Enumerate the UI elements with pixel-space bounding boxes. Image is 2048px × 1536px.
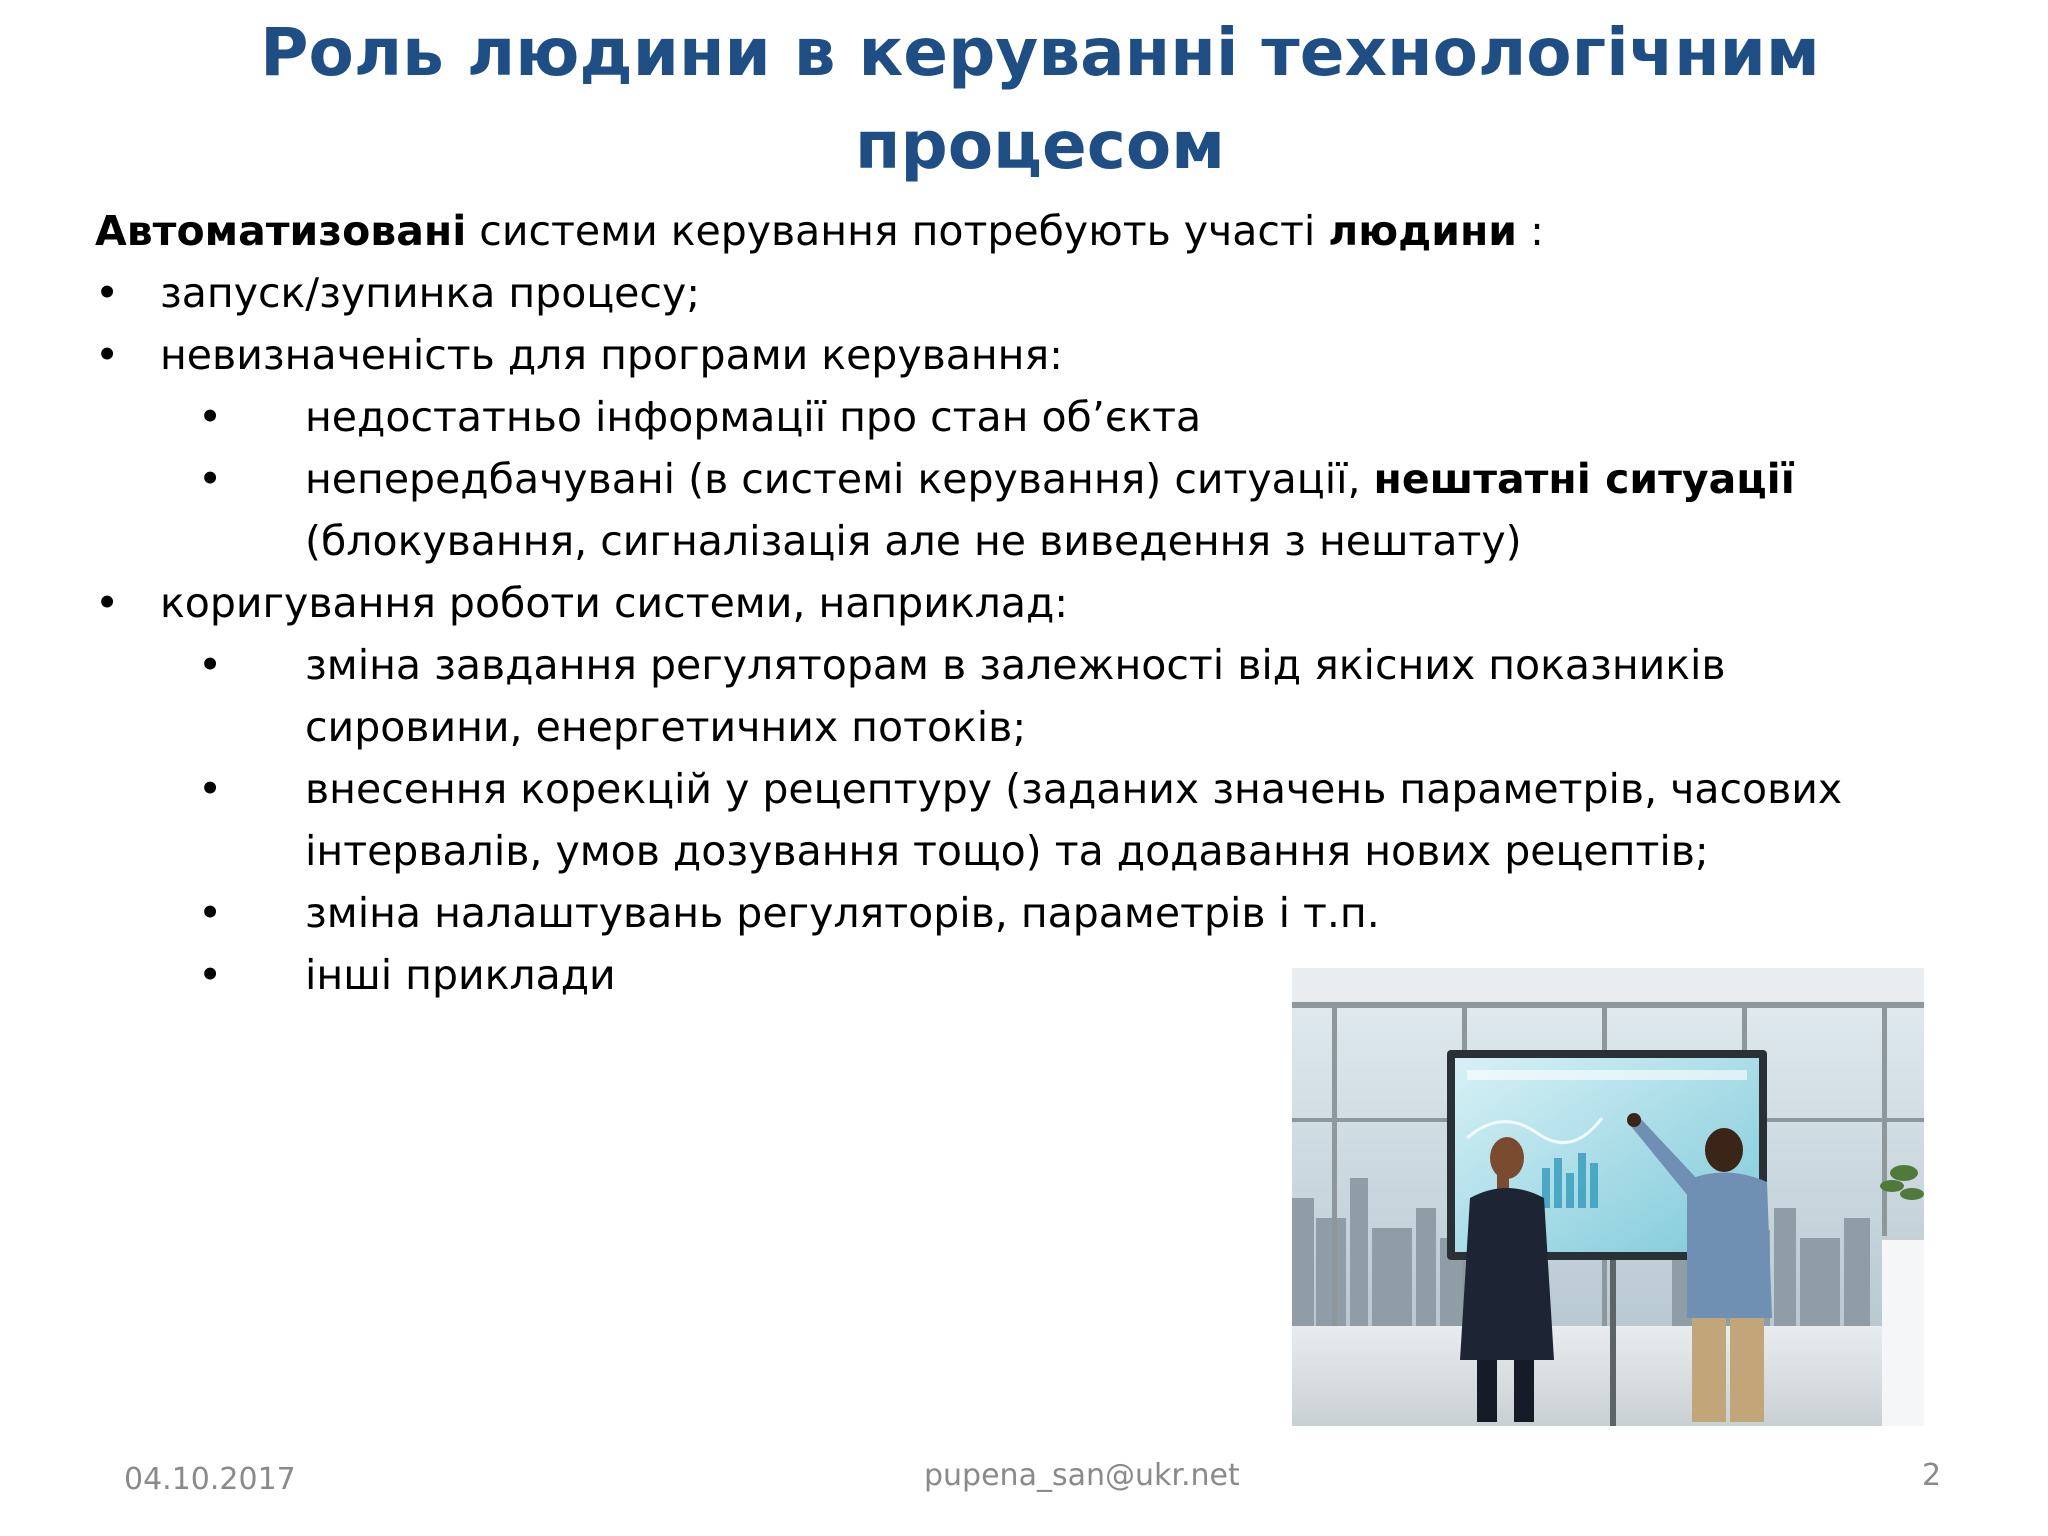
sub-bullet-item-setpoint-change xyxy=(95,634,1845,758)
sub-bullet-text: зміна завдання регуляторам в залежності від якісних показників сировини, енергетичних потоків; xyxy=(305,641,1726,751)
sub-bullet-text: інші приклади xyxy=(305,951,616,999)
bullet-icon: • xyxy=(198,951,223,999)
sub-bullet-list xyxy=(160,386,1845,572)
intro-bold-human: людини xyxy=(1328,207,1518,255)
bullet-icon: • xyxy=(95,579,120,627)
bullet-item-correction xyxy=(95,572,1845,1006)
bullet-text: коригування роботи системи, наприклад: xyxy=(160,579,1069,627)
intro-middle: системи керування потребують участі xyxy=(466,207,1329,255)
sub-bullet-text xyxy=(305,448,1845,572)
footer-date: 04.10.2017 xyxy=(124,1462,296,1497)
sub-bullet-item-tuning xyxy=(95,882,1845,944)
sub-bullet-text-bold: нештатні ситуації xyxy=(1373,455,1795,503)
sub-bullet-item-recipe-correction xyxy=(95,758,1845,882)
sub-bullet-list xyxy=(160,634,1845,1006)
sub-bullet-text-after: (блокування, сигналізація але не виведення з нештату) xyxy=(305,517,1522,565)
slide-content xyxy=(95,200,1845,1006)
bullet-icon: • xyxy=(198,393,223,441)
page-number: 2 xyxy=(1922,1458,1942,1493)
bullet-text: невизначеність для програми керування: xyxy=(160,331,1063,379)
sub-bullet-item-insufficient-info xyxy=(95,386,1845,448)
bullet-icon: • xyxy=(198,765,223,813)
slide-title: Роль людини в керуванні технологічним процесом xyxy=(260,14,1820,184)
sub-bullet-item-unforeseen-situations xyxy=(95,448,1845,572)
control-room-photo xyxy=(1292,968,1924,1426)
sub-bullet-text: зміна налаштувань регуляторів, параметрів і т.п. xyxy=(305,889,1380,937)
footer-email: pupena_san@ukr.net xyxy=(924,1458,1240,1493)
sub-bullet-text-before: непередбачувані (в системі керування) ситуації, xyxy=(305,455,1374,503)
bullet-item-start-stop xyxy=(95,262,1845,324)
bullet-icon: • xyxy=(95,331,120,379)
intro-line xyxy=(95,200,1845,262)
bullet-text: запуск/зупинка процесу; xyxy=(160,269,701,317)
bullet-icon: • xyxy=(198,455,223,503)
bullet-icon: • xyxy=(95,269,120,317)
sub-bullet-text: внесення корекцій у рецептуру (заданих значень параметрів, часових інтервалів, умов дозування тощо) та додавання нових рецептів; xyxy=(305,765,1843,875)
bullet-item-uncertainty xyxy=(95,324,1845,572)
bullet-icon: • xyxy=(198,889,223,937)
bullet-list xyxy=(95,262,1845,1006)
bullet-icon: • xyxy=(198,641,223,689)
intro-bold-automated: Автоматизовані xyxy=(95,207,467,255)
intro-tail: : xyxy=(1517,207,1544,255)
sub-bullet-text: недостатньо інформації про стан об’єкта xyxy=(305,393,1202,441)
